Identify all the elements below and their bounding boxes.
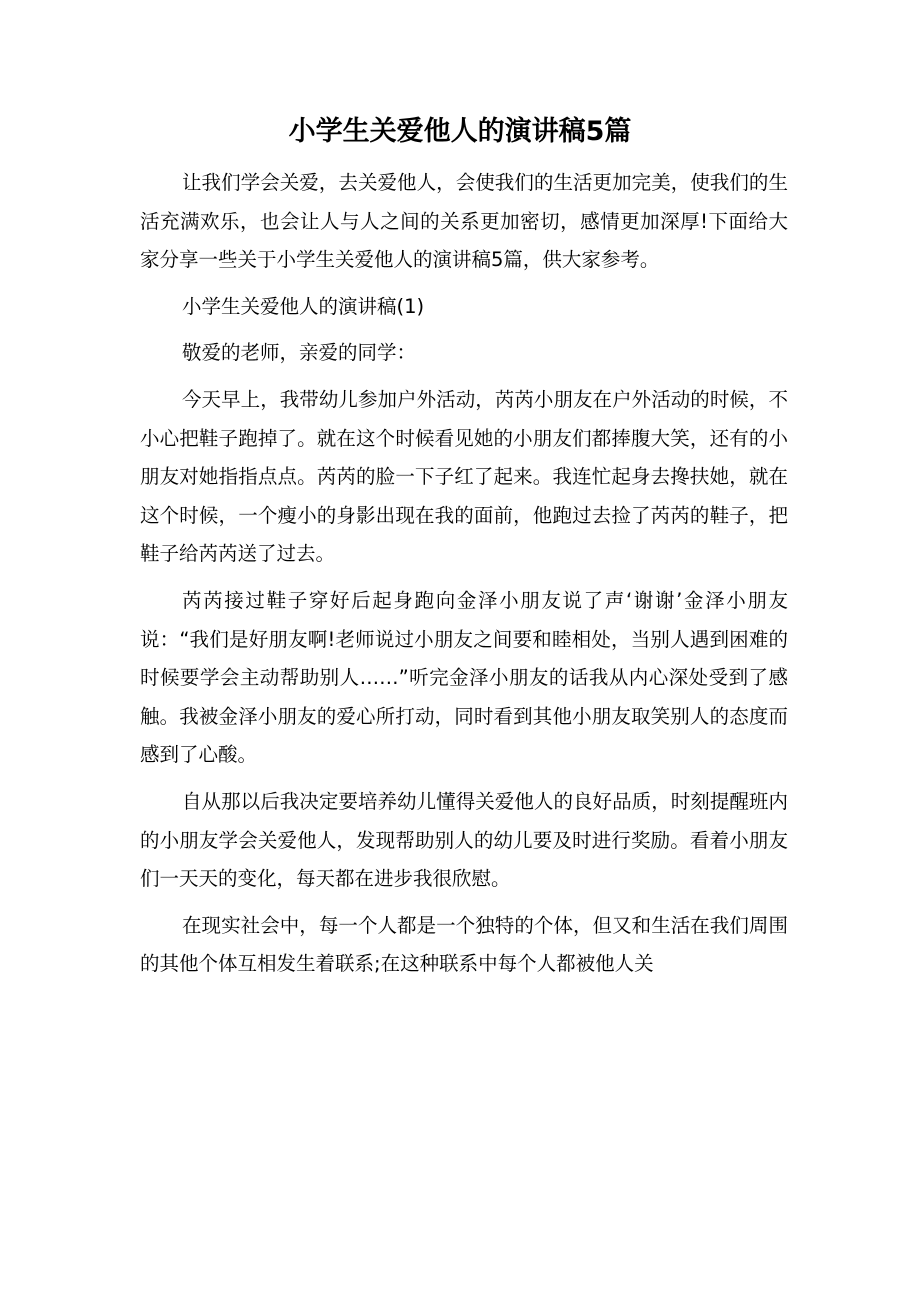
- paragraph: 自从那以后我决定要培养幼儿懂得关爱他人的良好品质，时刻提醒班内的小朋友学会关爱他人，发现帮助别人的幼儿要及时进行奖励。看着小朋友们一天天的变化，每天都在进步我很欣慰。: [140, 789, 788, 891]
- document-body: [140, 164, 788, 984]
- paragraph: 今天早上，我带幼儿参加户外活动，芮芮小朋友在户外活动的时候，不小心把鞋子跑掉了。就在这个时候看见她的小朋友们都捧腹大笑，还有的小朋友对她指指点点。芮芮的脸一下子红了起来。我连忙起身去搀扶她，就在这个时候，一个瘦小的身影出现在我的面前，他跑过去捡了芮芮的鞋子，把鞋子给芮芮送了过去。: [140, 387, 788, 566]
- paragraph-intro: 让我们学会关爱，去关爱他人，会使我们的生活更加完美，使我们的生活充满欢乐，也会让人与人之间的关系更加密切，感情更加深厚!下面给大家分享一些关于小学生关爱他人的演讲稿5篇，供大家参考。: [140, 171, 788, 272]
- paragraph: 在现实社会中，每一个人都是一个独特的个体，但又和生活在我们周围的其他个体互相发生着联系;在这种联系中每个人都被他人关: [140, 913, 788, 976]
- salutation: 敬爱的老师，亲爱的同学：: [182, 341, 417, 365]
- document-title: 小学生关爱他人的演讲稿5篇: [288, 116, 632, 147]
- section-heading: 小学生关爱他人的演讲稿(1): [182, 294, 425, 318]
- paragraph: 芮芮接过鞋子穿好后起身跑向金泽小朋友说了声‘谢谢’金泽小朋友说：“我们是好朋友啊!老师说过小朋友之间要和睦相处，当别人遇到困难的时候要学会主动帮助别人……”听完金泽小朋友的话我从内心深处受到了感触。我被金泽小朋友的爱心所打动，同时看到其他小朋友取笑别人的态度而感到了心酸。: [140, 588, 788, 767]
